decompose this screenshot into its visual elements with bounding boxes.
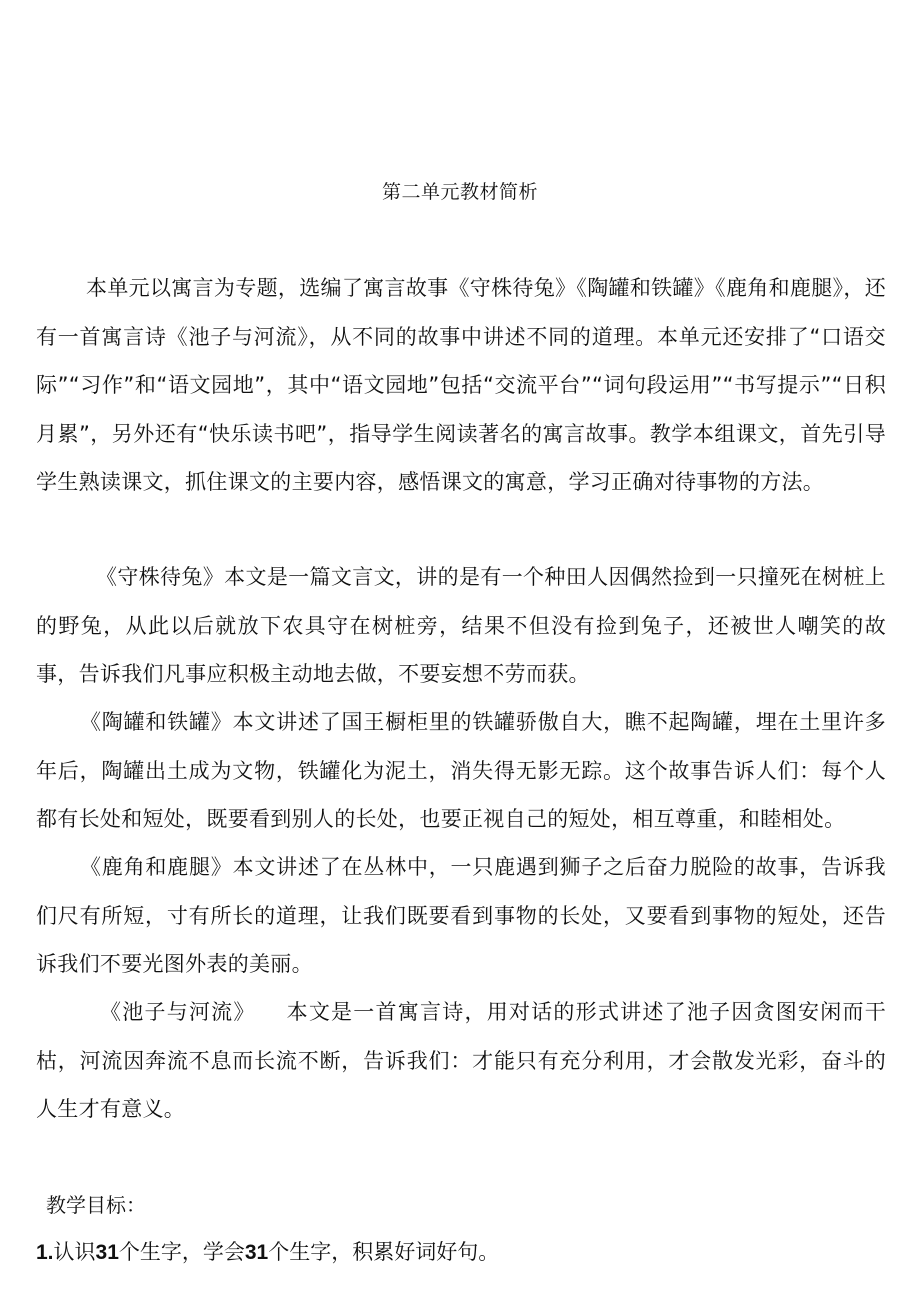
teaching-goal-item-1: [36, 1236, 499, 1269]
goal-index: 1.: [36, 1241, 54, 1264]
chizi-heliu-text: 本文是一首寓言诗，用对话的形式讲述了池子因贪图安闲而干枯，河流因奔流不息而长流不断，告诉我们：才能只有充分利用，才会散发光彩，奋斗的人生才有意义。: [36, 1000, 886, 1121]
goal-text-part3: 个生字，积累好词好句。: [268, 1240, 500, 1264]
chizi-heliu-paragraph: [36, 988, 886, 1134]
teaching-goals-heading: 教学目标：: [46, 1193, 146, 1217]
shouzhu-daitu-paragraph: 《守株待兔》本文是一篇文言文，讲的是有一个种田人因偶然捡到一只撞死在树桩上的野兔，从此以后就放下农具守在树桩旁，结果不但没有捡到兔子，还被世人嘲笑的故事，告诉我们凡事应积极主动地去做，不要妄想不劳而获。: [36, 565, 886, 686]
taoguan-tieguan-paragraph: 《陶罐和铁罐》本文讲述了国王橱柜里的铁罐骄傲自大，瞧不起陶罐，埋在土里许多年后，陶罐出土成为文物，铁罐化为泥土，消失得无影无踪。这个故事告诉人们：每个人都有长处和短处，既要看到别人的长处，也要正视自己的短处，相互尊重，和睦相处。: [36, 710, 886, 831]
goal-text-part2: 个生字，学会: [118, 1240, 245, 1264]
document-title: 第二单元教材简析: [381, 181, 538, 203]
lujiao-lutui-paragraph: 《鹿角和鹿腿》本文讲述了在丛林中，一只鹿遇到狮子之后奋力脱险的故事，告诉我们尺有所短，寸有所长的道理，让我们既要看到事物的长处，又要看到事物的短处，还告诉我们不要光图外表的美丽。: [36, 855, 886, 976]
goal-number-2: 31: [244, 1241, 269, 1264]
goal-number-1: 31: [95, 1241, 119, 1264]
goal-text-part1: 认识: [53, 1240, 96, 1264]
chizi-heliu-book-title: 《池子与河流》: [100, 1000, 256, 1024]
unit-overview-paragraph: 本单元以寓言为专题，选编了寓言故事《守株待兔》《陶罐和铁罐》《鹿角和鹿腿》，还有一首寓言诗《池子与河流》，从不同的故事中讲述不同的道理。本单元还安排了“口语交际”“习作”和“语文园地”，其中“语文园地”包括“交流平台”“词句段运用”“书写提示”“日积月累”，另外还有“快乐读书吧”，指导学生阅读著名的寓言故事。教学本组课文，首先引导学生熟读课文，抓住课文的主要内容，感悟课文的寓意，学习正确对待事物的方法。: [36, 276, 886, 494]
